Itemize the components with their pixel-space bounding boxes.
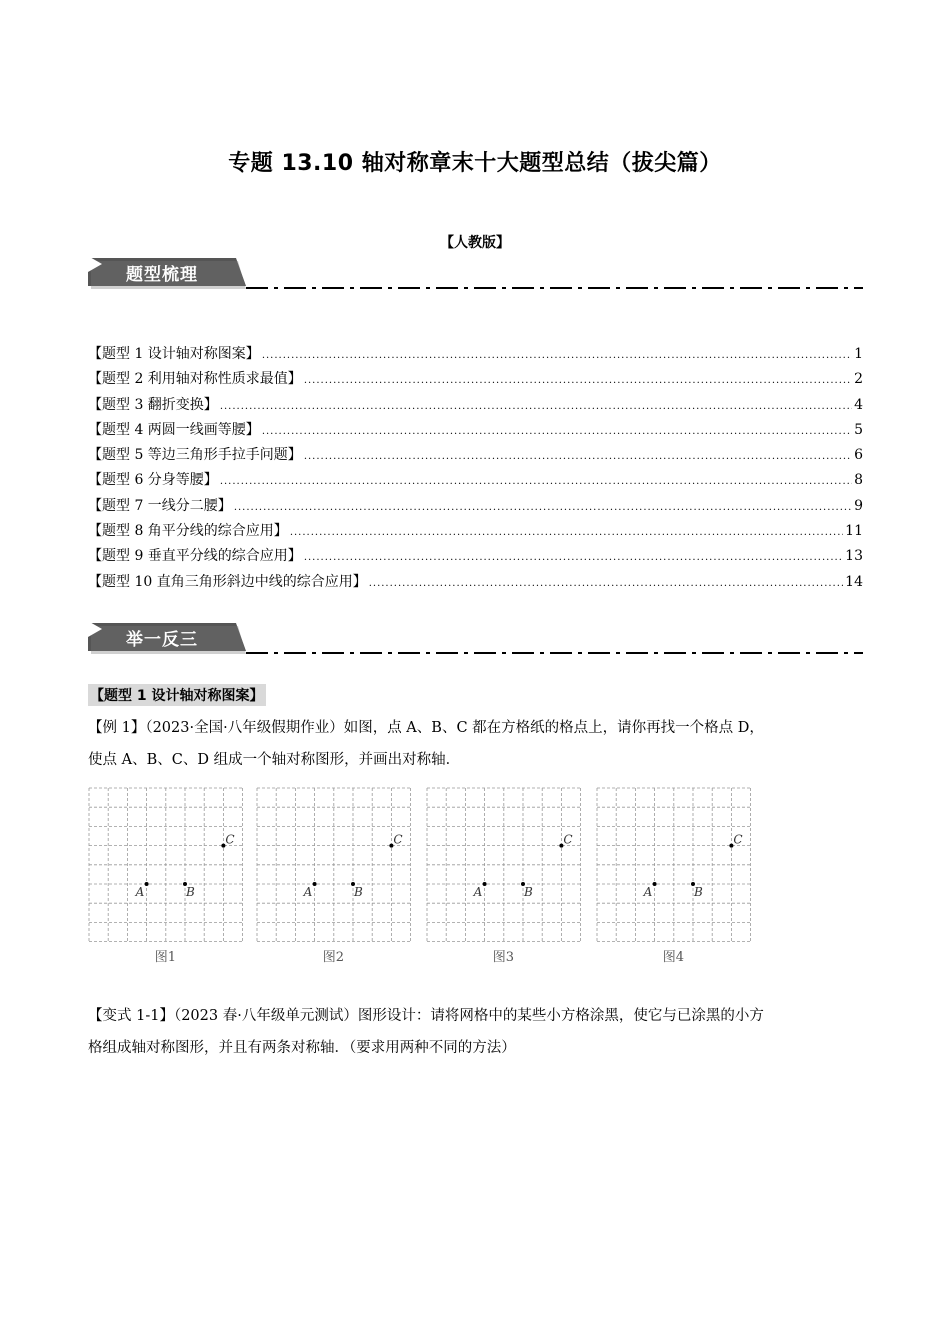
point-label: C — [733, 832, 743, 847]
point-label: B — [694, 885, 703, 899]
question-type-heading: 【题型 1 设计轴对称图案】 — [88, 684, 266, 706]
toc-entry[interactable]: 【题型 9 垂直平分线的综合应用】 ..... 13 — [88, 545, 863, 570]
example-1-text — [88, 712, 863, 776]
point-label: B — [186, 885, 195, 899]
variant-1-1-text — [88, 1000, 863, 1064]
grid-figure — [256, 787, 412, 947]
figure-caption: 图3 — [492, 950, 515, 965]
example-1-line: 【例 1】（2023·全国·八年级假期作业）如图，点 A、B、C 都在方格纸的格点上，请你再找一个格点 D， — [88, 720, 764, 736]
point-label: C — [225, 832, 235, 847]
play-arrow-icon — [88, 621, 102, 637]
grid-point — [313, 882, 317, 886]
point-label: C — [563, 832, 573, 847]
point-label: A — [135, 885, 145, 899]
square-grid — [426, 787, 582, 943]
point-label: A — [643, 885, 653, 899]
grid-point — [145, 882, 149, 886]
point-label: A — [303, 885, 313, 899]
section-title-practice: 举一反三 — [126, 630, 198, 650]
figure-caption: 图2 — [322, 950, 345, 965]
point-label: B — [524, 885, 533, 899]
grid-figure — [88, 787, 244, 947]
point-label: A — [473, 885, 483, 899]
toc-entry[interactable]: 【题型 10 直角三角形斜边中线的综合应用】 ..... 14 — [88, 571, 863, 596]
toc-entry[interactable]: 【题型 6 分身等腰】 ..... 8 — [88, 469, 863, 494]
toc-entry[interactable]: 【题型 4 两圆一线画等腰】 ..... 5 — [88, 419, 863, 444]
toc-entry[interactable]: 【题型 7 一线分二腰】 ..... 9 — [88, 495, 863, 520]
square-grid — [256, 787, 412, 943]
play-arrow-icon — [88, 256, 102, 272]
grid-figure — [426, 787, 582, 947]
section-title-outline: 题型梳理 — [126, 265, 198, 285]
grid-figure — [596, 787, 752, 947]
example-1-line: 使点 A、B、C、D 组成一个轴对称图形，并画出对称轴． — [88, 752, 461, 768]
edition-label: 【人教版】 — [440, 235, 510, 251]
grid-point — [483, 882, 487, 886]
figure-caption: 图4 — [662, 950, 685, 965]
variant-line: 格组成轴对称图形，并且有两条对称轴．（要求用两种不同的方法） — [88, 1040, 516, 1056]
square-grid — [88, 787, 244, 943]
square-grid — [596, 787, 752, 943]
point-label: C — [393, 832, 403, 847]
document-title: 专题 13.10 轴对称章末十大题型总结（拔尖篇） — [228, 151, 722, 176]
toc-entry[interactable]: 【题型 5 等边三角形手拉手问题】 ..... 6 — [88, 444, 863, 469]
variant-line: 【变式 1-1】（2023 春·八年级单元测试）图形设计：请将网格中的某些小方格涂黑，使它与已涂黑的小方 — [88, 1008, 764, 1024]
table-of-contents — [88, 343, 863, 596]
toc-entry[interactable]: 【题型 3 翻折变换】 ..... 4 — [88, 394, 863, 419]
grid-point — [653, 882, 657, 886]
toc-entry[interactable]: 【题型 2 利用轴对称性质求最值】 ..... 2 — [88, 368, 863, 393]
toc-entry[interactable]: 【题型 8 角平分线的综合应用】 ..... 11 — [88, 520, 863, 545]
toc-entry[interactable]: 【题型 1 设计轴对称图案】 ..... 1 — [88, 343, 863, 368]
section-banner-outline — [88, 256, 868, 292]
section-banner-practice — [88, 621, 868, 657]
figure-caption: 图1 — [154, 950, 177, 965]
point-label: B — [354, 885, 363, 899]
